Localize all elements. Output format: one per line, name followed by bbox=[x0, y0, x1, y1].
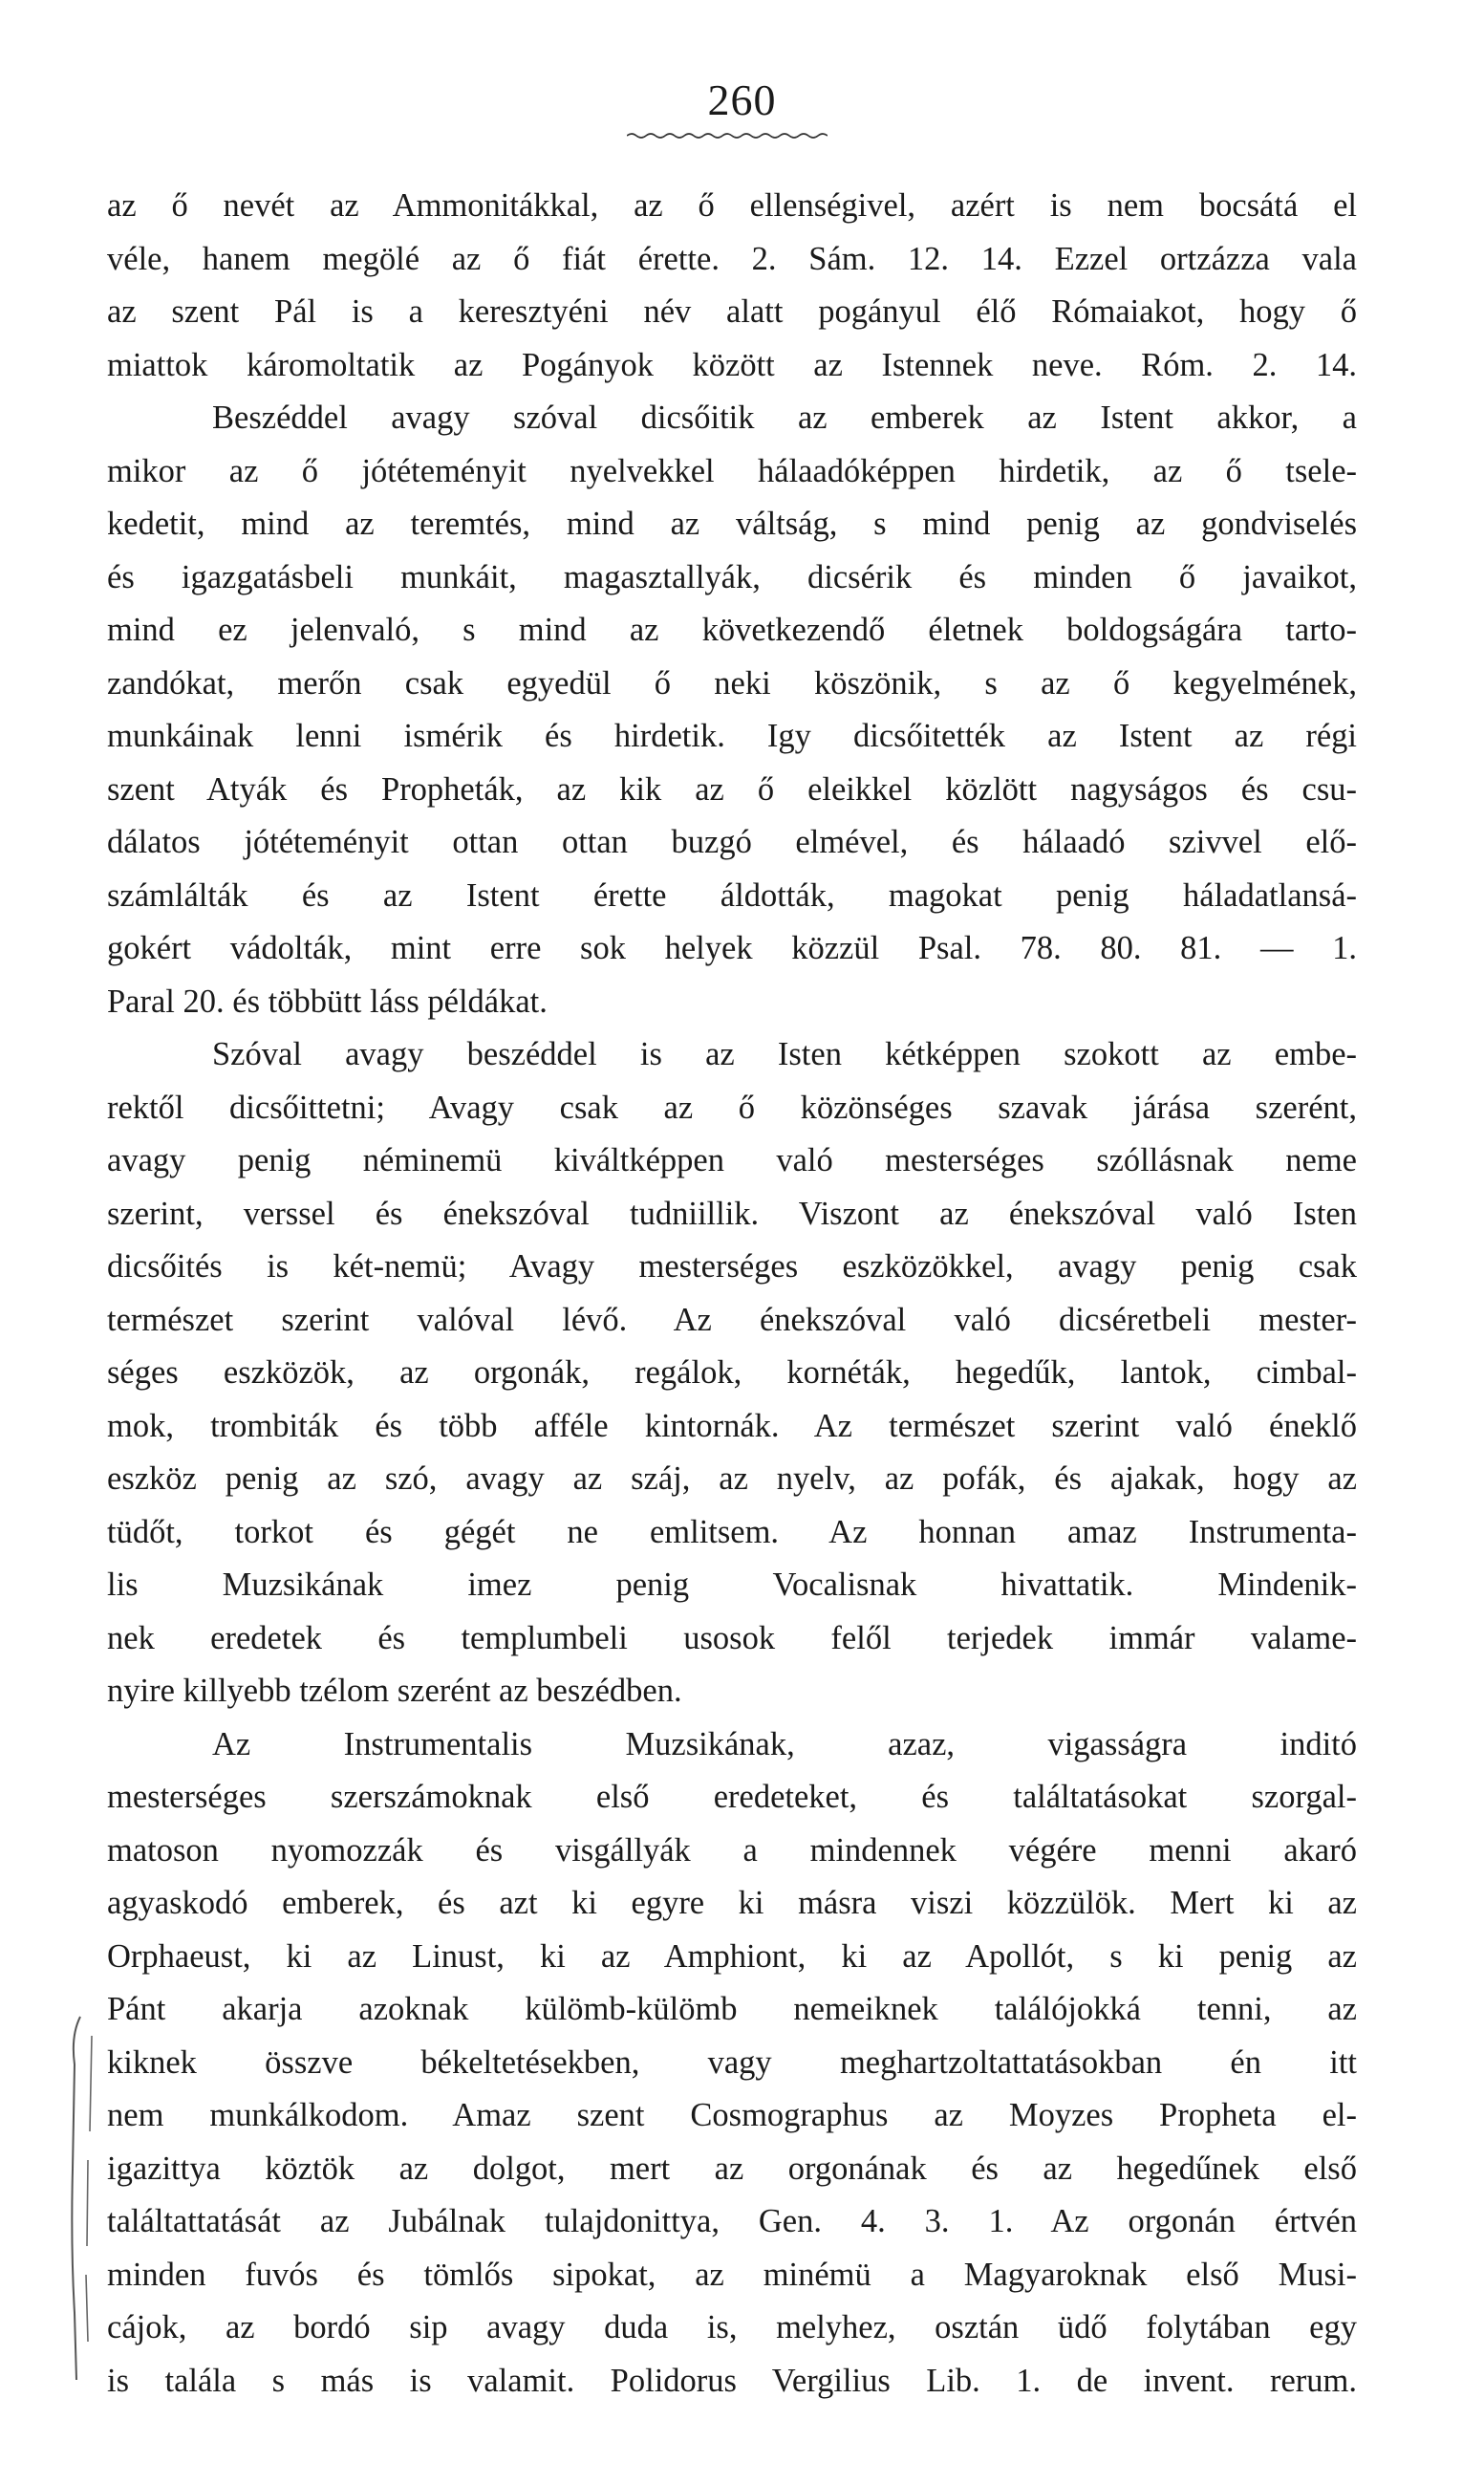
text-line: mikor az ő jótéteményit nyelvekkel hálaadóképpen hirdetik, az ő tsele- bbox=[107, 452, 1357, 489]
text-line: véle, hanem megölé az ő fiát érette. 2. Sám. 12. 14. Ezzel ortzázza vala bbox=[107, 240, 1357, 277]
text-line: mok, trombiták és több afféle kintornák. Az természet szerint való éneklő bbox=[107, 1407, 1357, 1444]
page-number: 260 bbox=[707, 76, 777, 124]
text-line: is találа s más is valamit. Polidorus Vergilius Lib. 1. de invent. rerum. bbox=[107, 2362, 1357, 2399]
text-line: természet szerint valóval lévő. Az énekszóval való dicséretbeli mester- bbox=[107, 1301, 1357, 1338]
text-line: séges eszközök, az orgonák, regálok, kornéták, hegedűk, lantok, cimbal- bbox=[107, 1354, 1357, 1391]
text-line: találtattatását az Jubálnak tulajdonittya, Gen. 4. 3. 1. Az orgonán értvén bbox=[107, 2203, 1357, 2239]
text-line: dálatos jótéteményit ottan ottan buzgó elmével, és hálaadó szivvel elő- bbox=[107, 824, 1357, 860]
text-line: Pánt akarja azoknak külömb-külömb nemeiknek találójokká tenni, az bbox=[107, 1991, 1357, 2027]
text-line: agyaskodó emberek, és azt ki egyre ki másra viszi közzülök. Mert ki az bbox=[107, 1885, 1357, 1921]
text-line: szerint, verssel és énekszóval tudniillik. Viszont az énekszóval való Isten bbox=[107, 1195, 1357, 1232]
text-line: az ő nevét az Ammonitákkal, az ő ellenségivel, azért is nem bocsátá el bbox=[107, 187, 1357, 224]
text-line: matoson nyomozzák és visgállyák a mindennek végére menni akaró bbox=[107, 1831, 1357, 1869]
paragraph-first-line: Szóval avagy beszéddel is az Isten kétképpen szokott az embe- bbox=[212, 1036, 1357, 1072]
text-line: munkáinak lenni ismérik és hirdetik. Igy dicsőitették az Istent az régi bbox=[107, 718, 1357, 754]
text-line: kedetit, mind az teremtés, mind az váltság, s mind penig az gondviselés bbox=[107, 506, 1357, 542]
text-line: nem munkálkodom. Amaz szent Cosmographus az Moyzes Propheta el- bbox=[107, 2097, 1357, 2133]
paragraph-first-line: Az Instrumentalis Muzsikának, azaz, vigasságra inditó bbox=[212, 1725, 1357, 1762]
paragraph-last-line: nyire killyebb tzélom szerént az beszédben. bbox=[107, 1673, 682, 1709]
text-line: számlálták és az Istent érette áldották, magokat penig háladatlansá- bbox=[107, 876, 1357, 914]
text-line: szent Atyák és Propheták, az kik az ő eleikkel közlött nagyságos és csu- bbox=[107, 770, 1357, 808]
text-line: zandókat, merőn csak egyedül ő neki köszönik, s az ő kegyelmének, bbox=[107, 664, 1357, 702]
body-text bbox=[107, 180, 1357, 2408]
text-line: rektől dicsőittetni; Avagy csak az ő közönséges szavak járása szerént, bbox=[107, 1089, 1357, 1126]
margin-pencil-mark bbox=[54, 1998, 111, 2399]
text-line: dicsőités is két-nemü; Avagy mesterséges eszközökkel, avagy penig csak bbox=[107, 1248, 1357, 1285]
paragraph-first-line: Beszéddel avagy szóval dicsőitik az emberek az Istent akkor, a bbox=[212, 400, 1357, 436]
text-line: igazittya köztök az dolgot, mert az orgonának és az hegedűnek első bbox=[107, 2150, 1357, 2187]
text-line: minden fuvós és tömlős sipokat, az minémü a Magyaroknak első Musi- bbox=[107, 2256, 1357, 2293]
text-line: cájok, az bordó sip avagy duda is, melyhez, osztán üdő folytában egy bbox=[107, 2309, 1357, 2345]
text-line: kiknek összve békeltetésekben, vagy meghartzoltattatásokban én itt bbox=[107, 2043, 1357, 2081]
text-line: gokért vádolták, mint erre sok helyek közzül Psal. 78. 80. 81. — 1. bbox=[107, 930, 1357, 966]
text-line: lis Muzsikának imez penig Vocalisnak hivattatik. Mindenik- bbox=[107, 1567, 1357, 1603]
text-line: mesterséges szerszámoknak első eredeteket, és találtatásokat szorgal- bbox=[107, 1779, 1357, 1815]
text-line: miattok káromoltatik az Pogányok között az Istennek neve. Róm. 2. 14. bbox=[107, 346, 1357, 383]
paragraph-last-line: Paral 20. és többütt láss példákat. bbox=[107, 983, 548, 1020]
text-line: Orphaeust, ki az Linust, ki az Amphiont, ki az Apollót, s ki penig az bbox=[107, 1937, 1357, 1975]
text-line: nek eredetek és templumbeli usosok felől terjedek immár valame- bbox=[107, 1619, 1357, 1656]
text-line: avagy penig néminemü kiváltképpen való mesterséges szóllásnak neme bbox=[107, 1142, 1357, 1178]
text-line: mind ez jelenvaló, s mind az következendő életnek boldogságára tarto- bbox=[107, 612, 1357, 648]
text-line: eszköz penig az szó, avagy az száj, az nyelv, az pofák, és ajakak, hogy az bbox=[107, 1460, 1357, 1497]
page-number-wavy-rule bbox=[627, 132, 828, 140]
text-line: tüdőt, torkot és gégét ne emlitsem. Az honnan amaz Instrumenta- bbox=[107, 1513, 1357, 1550]
text-line: az szent Pál is a keresztyéni név alatt pogányul élő Rómaiakot, hogy ő bbox=[107, 293, 1357, 330]
text-line: és igazgatásbeli munkáit, magasztallyák, dicsérik és minden ő javaikot, bbox=[107, 558, 1357, 595]
